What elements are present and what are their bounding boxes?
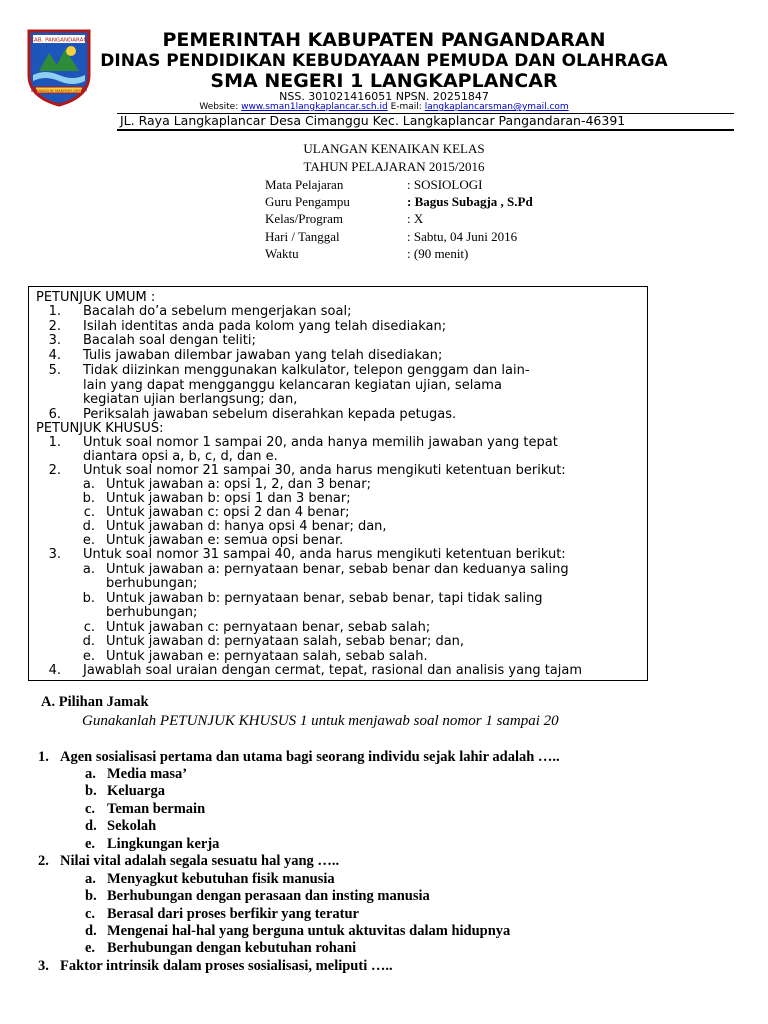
option-letter: a. [85,871,96,887]
question-option: Berhubungan dengan perasaan dan insting manusia [107,888,430,904]
question-option: Berhubungan dengan kebutuhan rohani [107,940,357,956]
item-number: 3. [48,333,61,348]
special-item-continued: diantara opsi a, b, c, d, dan e. [83,449,278,464]
item-number: 2. [48,463,61,478]
special-subitem: Untuk jawaban b: pernyataan benar, sebab benar, tapi tidak saling [106,591,543,606]
sub-letter: e. [82,649,95,664]
special-subitem: Untuk jawaban a: pernyataan benar, sebab benar dan keduanya saling [106,562,569,577]
info-label-subject: Mata Pelajaran [265,177,344,192]
website-label: Website: [199,102,239,112]
instructions-box [28,286,648,681]
item-number: 3. [48,547,61,562]
exam-title: ULANGAN KENAIKAN KELAS [303,141,485,156]
special-subitem: Untuk jawaban d: hanya opsi 4 benar; dan, [106,519,387,534]
question-text: Agen sosialisasi pertama dan utama bagi seorang individu sejak lahir adalah ….. [60,749,560,765]
option-letter: b. [85,888,97,904]
option-letter: e. [85,940,96,956]
question-option: Keluarga [107,783,165,799]
sub-letter: c. [83,505,95,520]
item-number: 2. [48,319,61,334]
special-item: Untuk soal nomor 21 sampai 30, anda harus mengikuti ketentuan berikut: [83,463,566,478]
option-letter: b. [85,783,97,799]
website-link[interactable]: www.sman1langkaplancar.sch.id [241,102,388,112]
info-value-subject: : SOSIOLOGI [407,177,483,192]
question-option: Berasal dari proses berfikir yang teratur [107,906,359,922]
general-item-continued: lain yang dapat mengganggu kelancaran kegiatan ujian, selama [83,378,502,393]
sub-letter: a. [82,562,95,577]
sub-letter: d. [82,519,95,534]
general-item: Tulis jawaban dilembar jawaban yang telah disediakan; [83,348,443,363]
info-value-teacher: : Bagus Subagja , S.Pd [407,194,533,209]
option-letter: e. [85,836,96,852]
logo-text-bottom: DI WANGUN MAKMUR GEMAH [30,87,88,93]
sub-letter: b. [82,491,95,506]
info-value-time: : (90 menit) [407,246,469,261]
question-option: Menyagkut kebutuhan fisik manusia [107,871,335,887]
sub-letter: b. [82,591,95,606]
special-subitem: Untuk jawaban c: opsi 2 dan 4 benar; [106,505,350,520]
header-nss: NSS. 301021416051 NPSN. 20251847 [279,90,489,103]
info-label-teacher: Guru Pengampu [265,194,350,209]
item-number: 5. [48,363,61,378]
section-instruction: Gunakanlah PETUNJUK KHUSUS 1 untuk menjawab soal nomor 1 sampai 20 [82,713,559,729]
special-subitem: Untuk jawaban e: pernyataan salah, sebab salah. [106,649,428,664]
question-option: Sekolah [107,818,157,834]
item-number: 1. [48,435,61,450]
option-letter: d. [85,923,97,939]
question-option: Lingkungan kerja [107,836,220,852]
special-item: Jawablah soal uraian dengan cermat, tepat, rasional dan analisis yang tajam [83,663,583,678]
general-instructions-title: PETUNJUK UMUM : [36,290,156,305]
item-number: 4. [48,348,61,363]
special-subitem-continued: berhubungan; [106,576,198,591]
option-letter: c. [85,906,96,922]
special-item: Untuk soal nomor 31 sampai 40, anda harus mengikuti ketentuan berikut: [83,547,566,562]
sub-letter: e. [82,533,95,548]
item-number: 4. [48,663,61,678]
question-option: Mengenai hal-hal yang berguna untuk aktuvitas dalam hidupnya [107,923,511,939]
info-label-date: Hari / Tanggal [265,229,340,244]
option-letter: a. [85,766,96,782]
question-option: Media masa’ [107,766,188,782]
sub-letter: c. [83,620,95,635]
general-item: Periksalah jawaban sebelum diserahkan kepada petugas. [83,407,457,422]
question-number: 1. [38,749,49,765]
item-number: 6. [48,407,61,422]
sub-letter: d. [82,634,95,649]
email-label: E-mail: [390,102,422,112]
info-value-class: : X [407,211,424,226]
info-value-date: : Sabtu, 04 Juni 2016 [407,229,518,244]
email-link[interactable]: langkaplancarsman@ymail.com [424,102,569,112]
section-title: A. Pilihan Jamak [41,694,149,710]
exam-year: TAHUN PELAJARAN 2015/2016 [303,159,485,174]
question-number: 2. [38,853,49,869]
header-contact [0,102,768,112]
option-letter: d. [85,818,97,834]
header-address: JL. Raya Langkaplancar Desa Cimanggu Kec. Langkaplancar Pangandaran-46391 [120,113,626,128]
general-item: Bacalah do’a sebelum mengerjakan soal; [83,304,352,319]
special-subitem: Untuk jawaban e: semua opsi benar. [106,533,344,548]
general-item: Isilah identitas anda pada kolom yang telah disediakan; [83,319,447,334]
general-item-continued: kegiatan ujian berlangsung; dan, [83,392,298,407]
question-text: Faktor intrinsik dalam proses sosialisasi, meliputi ….. [60,958,393,974]
special-subitem: Untuk jawaban a: opsi 1, 2, dan 3 benar; [106,477,371,492]
question-number: 3. [38,958,49,974]
logo-text-top: KAB. PANGANDARAN [30,37,88,44]
general-item: Bacalah soal dengan teliti; [83,333,256,348]
header-school: SMA NEGERI 1 LANGKAPLANCAR [210,70,558,92]
header-department: DINAS PENDIDIKAN KEBUDAYAAN PEMUDA DAN OLAHRAGA [100,51,668,71]
special-subitem: Untuk jawaban c: pernyataan benar, sebab salah; [106,620,431,635]
question-text: Nilai vital adalah segala sesuatu hal yang ….. [60,853,340,869]
special-item: Untuk soal nomor 1 sampai 20, anda hanya memilih jawaban yang tepat [83,435,558,450]
special-subitem-continued: berhubungan; [106,605,198,620]
item-number: 1. [48,304,61,319]
special-instructions-title: PETUNJUK KHUSUS: [36,421,164,436]
general-item: Tidak diizinkan menggunakan kalkulator, telepon genggam dan lain- [83,363,530,378]
sub-letter: a. [82,477,95,492]
info-label-class: Kelas/Program [265,211,343,226]
special-subitem: Untuk jawaban d: pernyataan salah, sebab benar; dan, [106,634,465,649]
header-government: PEMERINTAH KABUPATEN PANGANDARAN [162,29,606,51]
option-letter: c. [85,801,96,817]
question-option: Teman bermain [107,801,206,817]
header-rule-bottom [117,129,734,131]
special-subitem: Untuk jawaban b: opsi 1 dan 3 benar; [106,491,351,506]
info-label-time: Waktu [265,246,299,261]
